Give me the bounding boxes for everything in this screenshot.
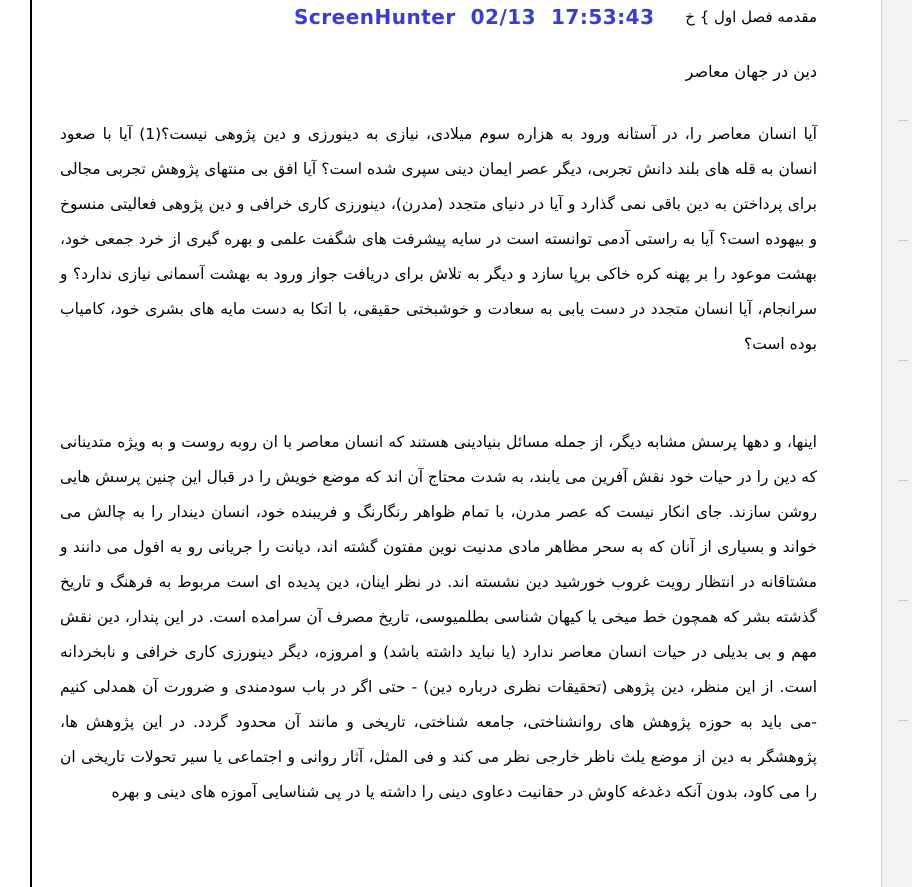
ruler-tick — [898, 120, 908, 121]
paragraph-1: آیا انسان معاصر را، در آستانه ورود به هزاره سوم میلادی، نیازی به دینورزی و دین پژوهی نیست؟(1) آیا با صعود انسان به قله های بلند دانش تجربی، دیگر عصر ایمان دینی سپری شده است؟ آیا افق بی منتهای پژوهش تجربی مجالی برای پرداختن به دین باقی نمی گذارد و آیا در دنیای متجدد (مدرن)، دینورزی کاری خرافی و دین پژوهی فعالیتی منسوخ و بیهوده است؟ آیا به راستی آدمی توانسته است در سایه پیشرفت های شگفت علمی و بهره گیری از خرد جمعی خود، بهشت موعود را بر پهنه کره خاکی برپا سازد و دیگر به تلاش برای دریافت جواز ورود به بهشت آسمانی نیازی ندارد؟ و سرانجام، آیا انسان متجدد در دست یابی به سعادت و خوشبختی حقیقی، با اتکا به دست مایه های بشری خود، کامیاب بوده است؟ — [60, 125, 817, 353]
screenhunter-watermark: ScreenHunter 02/13 17:53:43 — [294, 5, 655, 29]
page-left-margin-line — [30, 0, 32, 887]
ruler-tick — [898, 240, 908, 241]
ruler-tick — [898, 720, 908, 721]
paragraph-2: اینها، و دهها پرسش مشابه دیگر، از جمله مسائل بنیادینی هستند که انسان معاصر با ان روبه روست و به ویژه متدینانی که دین را در حیات خود نقش آفرین می یابند، به شدت محتاج آن اند که موضع خویش را در قبال این چنین پرسش هایی روشن سازند. جای انکار نیست که عصر مدرن، با تمام ظواهر رنگارنگ و فریبنده خود، انسان دیندار را به چالش می خواند و بسیاری از آنان که به سحر مظاهر مادی مدنیت نوین مفتون گشته اند، دیانت را جریانی رو به افول می دانند و مشتاقانه در انتظار رویت غروب خورشید دین نشسته اند. در نظر اینان، دین پدیده ای است مربوط به فرهنگ و تاریخ گذشته بشر که همچون خط میخی یا کیهان شناسی بطلمیوسی، تاریخ مصرف آن سرامده است. در این پندار، دین نقش مهم و بی بدیلی در حیات انسان معاصر ندارد (یا نباید داشته باشد) و امروزه، دیگر دینورزی کاری خرافی و نابخردانه است. از این منظر، دین پژوهی (تحقیقات نظری درباره دین) - حتی اگر در باب سودمندی و ضرورت آن همدلی کنیم -می باید به حوزه پژوهش های روانشناختی، جامعه شناختی، تاریخی و مانند آن محدود گردد. در این پژوهش ها، پژوهشگر به دین از موضع یلث ناظر خارجی نظر می کند و فی المثل، آثار روانی و اجتماعی یا سیر تحولات تاریخی ان را می کاود، بدون آنکه دغدغه کاوش در حقانیت دعاوی دینی را داشته یا در پی شناسایی آموزه های دینی و بهره — [60, 433, 817, 801]
page-header: مقدمه فصل اول } خ — [685, 8, 817, 26]
section-title: دین در جهان معاصر — [685, 62, 817, 81]
window-right-scroll-panel[interactable] — [881, 0, 912, 887]
ruler-tick — [898, 360, 908, 361]
ruler-tick — [898, 600, 908, 601]
ruler-tick — [898, 480, 908, 481]
